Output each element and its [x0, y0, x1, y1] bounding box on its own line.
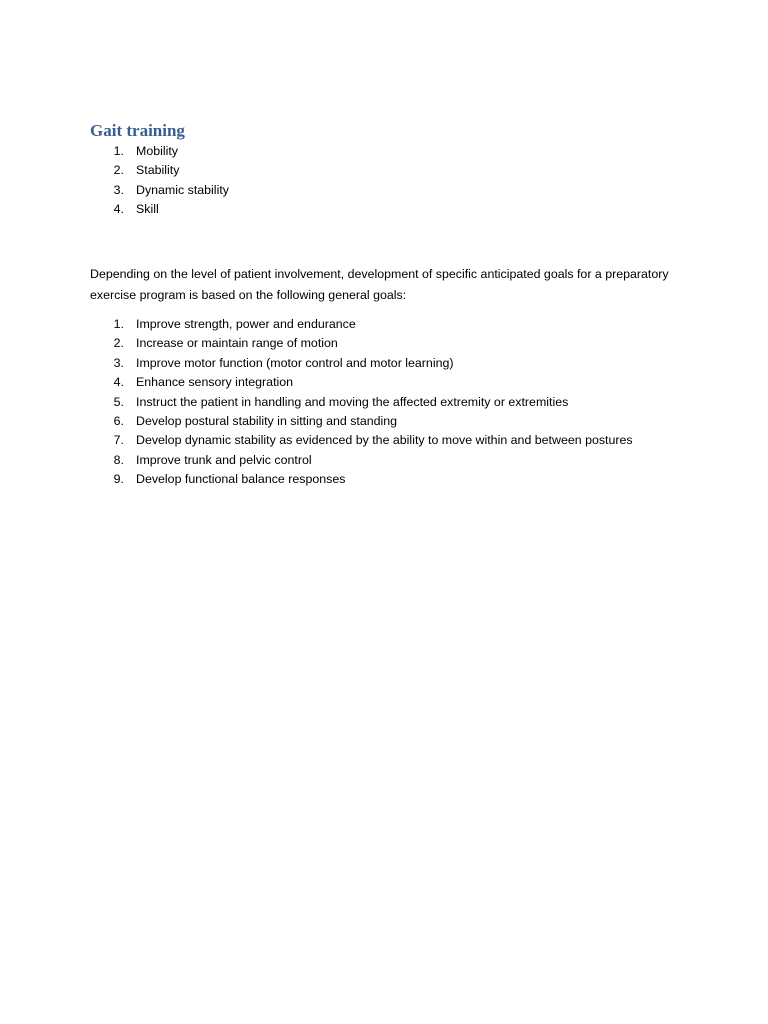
list-item-text: Stability	[136, 163, 180, 178]
intro-paragraph: Depending on the level of patient involvement, development of specific anticipated goals for a preparatory exercise program is based on the following general goals:	[90, 267, 669, 302]
list-item	[0, 200, 768, 219]
general-goals-list	[0, 315, 768, 490]
list-item-number: 3.	[113, 182, 124, 197]
list-item-text: Develop functional balance responses	[136, 472, 346, 487]
list-item-text: Improve trunk and pelvic control	[136, 452, 312, 467]
list-item-text: Develop dynamic stability as evidenced by the ability to move within and between postures	[136, 433, 633, 448]
list-item-number: 1.	[113, 317, 124, 331]
list-item-number: 8.	[113, 452, 124, 467]
list-item-number: 2.	[113, 163, 124, 178]
list-item-number: 5.	[113, 394, 124, 409]
list-item-text: Instruct the patient in handling and moving the affected extremity or extremities	[136, 394, 569, 409]
list-item-number: 3.	[113, 355, 124, 370]
list-item	[0, 334, 768, 353]
list-item-text: Improve strength, power and endurance	[136, 317, 356, 331]
list-item-text: Enhance sensory integration	[136, 375, 294, 390]
section-heading: Gait training	[90, 121, 185, 140]
list-item	[0, 412, 768, 431]
list-item-text: Skill	[136, 202, 159, 217]
list-item	[0, 181, 768, 200]
list-item-text: Develop postural stability in sitting and standing	[136, 413, 398, 428]
list-item	[0, 354, 768, 373]
gait-training-list	[0, 142, 768, 220]
list-item	[0, 373, 768, 392]
list-item-number: 2.	[113, 336, 124, 351]
list-item	[0, 393, 768, 412]
list-item-text: Dynamic stability	[136, 182, 229, 197]
list-item-text: Improve motor function (motor control and motor learning)	[136, 355, 454, 370]
list-item	[0, 315, 768, 334]
list-item-number: 6.	[113, 413, 124, 428]
list-item-text: Mobility	[136, 144, 178, 158]
list-item-text: Increase or maintain range of motion	[136, 336, 338, 351]
list-item-number: 1.	[113, 144, 124, 158]
list-item-number: 7.	[113, 433, 124, 448]
list-item	[0, 470, 768, 489]
list-item-number: 4.	[113, 375, 124, 390]
list-item-number: 4.	[113, 202, 124, 217]
list-item	[0, 451, 768, 470]
list-item	[0, 161, 768, 180]
list-item	[0, 142, 768, 161]
list-item-number: 9.	[113, 472, 124, 487]
list-item	[0, 431, 768, 450]
